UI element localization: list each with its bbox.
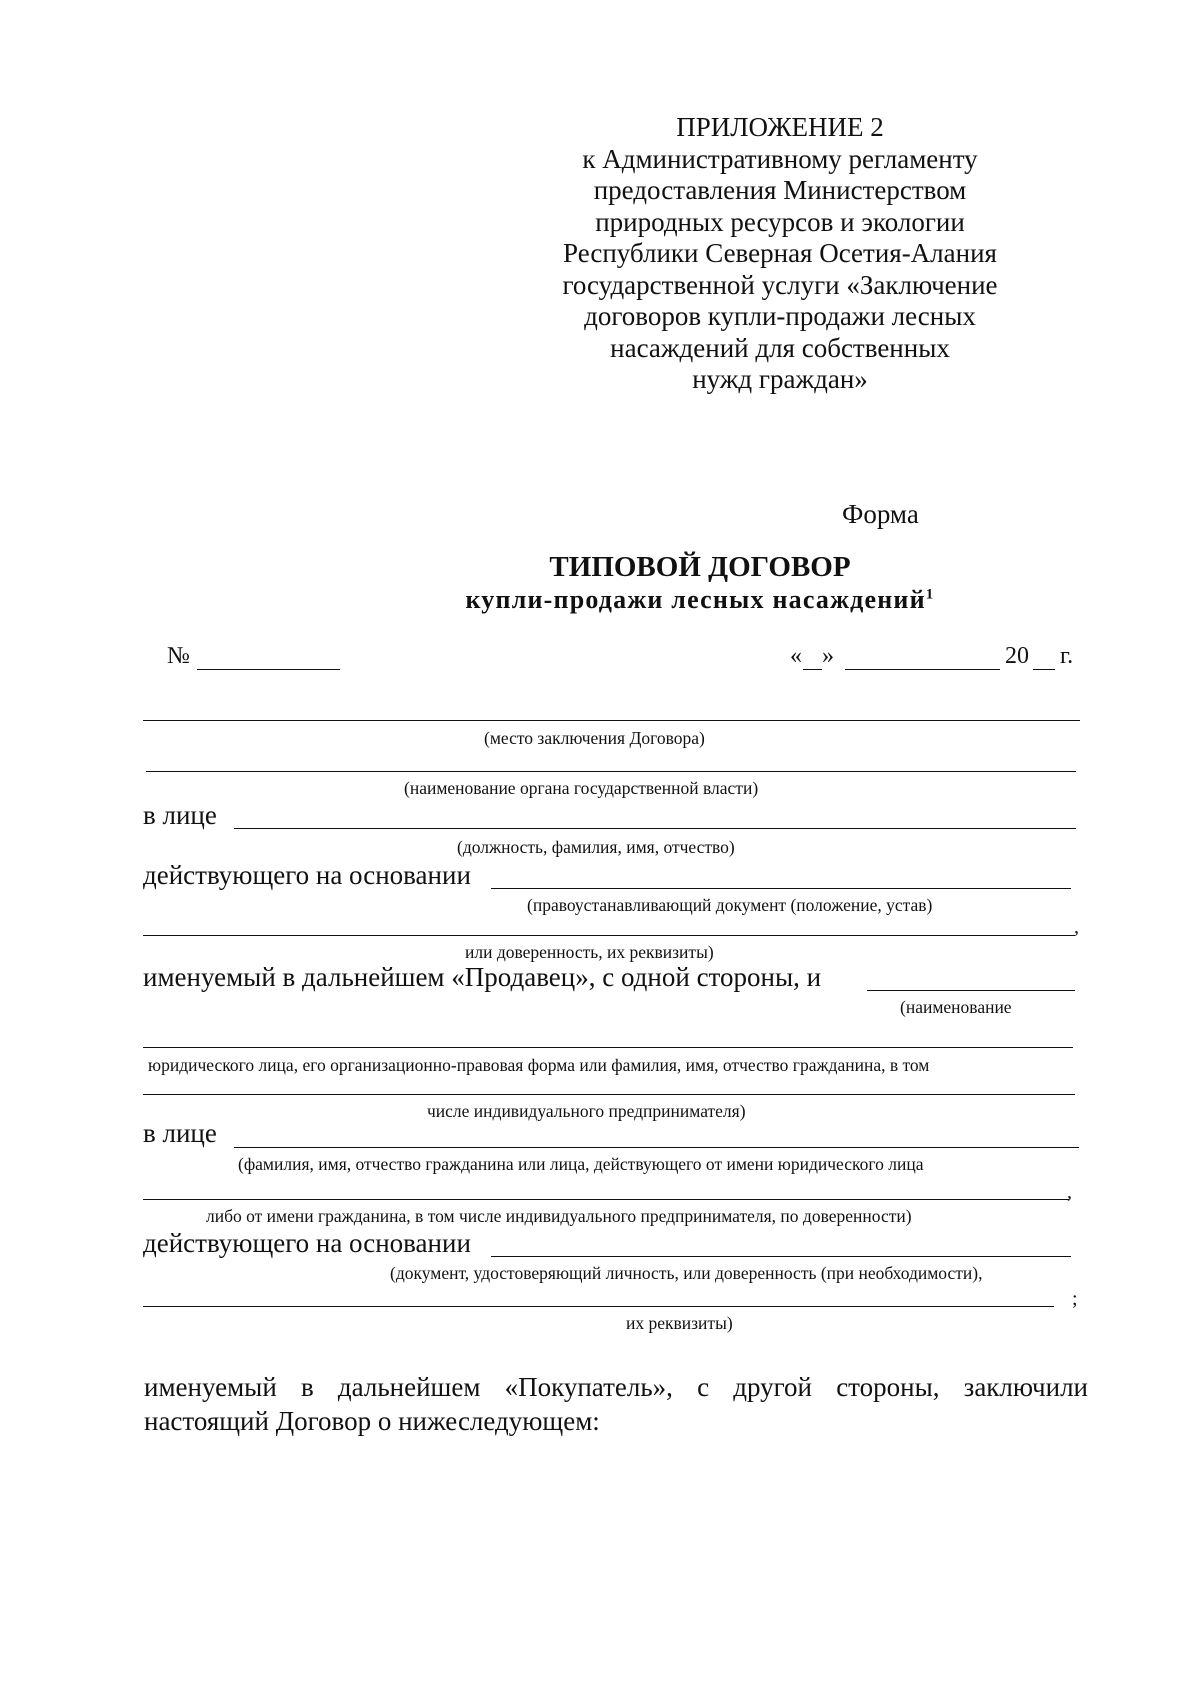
- authority-caption: (наименование органа государственной власти): [404, 778, 759, 798]
- date-month-field[interactable]: [845, 669, 1000, 670]
- appendix-line: Республики Северная Осетия-Алания: [563, 238, 997, 268]
- acting-basis-label: действующего на основании: [143, 860, 471, 890]
- name-caption: (наименование: [900, 997, 1012, 1017]
- authority-field[interactable]: [146, 771, 1076, 772]
- position-caption: (должность, фамилия, имя, отчество): [457, 837, 735, 857]
- comma-mark: ,: [1074, 916, 1079, 938]
- buyer-name-field-3[interactable]: [143, 1094, 1075, 1095]
- place-caption: (место заключения Договора): [484, 728, 705, 748]
- in-person-label-2: в лице: [143, 1118, 217, 1148]
- identity-document-caption: (документ, удостоверяющий личность, или доверенность (при необходимости),: [390, 1263, 983, 1283]
- contract-number-field[interactable]: [197, 669, 340, 670]
- seller-basis-field[interactable]: [491, 888, 1071, 889]
- comma-mark-2: ,: [1067, 1181, 1072, 1203]
- date-year-suffix: г.: [1060, 643, 1074, 669]
- entrepreneur-caption: числе индивидуального предпринимателя): [427, 1101, 746, 1121]
- subtitle-text: купли-продажи лесных насаждений: [465, 585, 926, 614]
- buyer-representative-field[interactable]: [234, 1147, 1079, 1148]
- title-document-caption: (правоустанавливающий документ (положение, устав): [527, 895, 933, 915]
- number-sign: №: [167, 643, 190, 669]
- appendix-line: нужд граждан»: [692, 364, 868, 394]
- acting-basis-label-2: действующего на основании: [143, 1228, 471, 1258]
- buyer-basis-field[interactable]: [491, 1256, 1071, 1257]
- appendix-line: природных ресурсов и экологии: [595, 206, 965, 237]
- buyer-name-field[interactable]: [867, 990, 1075, 991]
- appendix-line: государственной услуги «Заключение: [562, 269, 998, 300]
- document-title: ТИПОВОЙ ДОГОВОР: [549, 551, 851, 583]
- in-person-label: в лице: [143, 800, 217, 830]
- date-year-field[interactable]: [1033, 669, 1055, 670]
- place-field[interactable]: [143, 720, 1080, 721]
- appendix-line: ПРИЛОЖЕНИЕ 2: [676, 112, 884, 142]
- seller-representative-field[interactable]: [234, 828, 1076, 829]
- buyer-name-field-2[interactable]: [143, 1047, 1073, 1048]
- buyer-representative-field-2[interactable]: [143, 1199, 1069, 1200]
- form-label: Форма: [842, 499, 919, 529]
- seller-basis-field-2[interactable]: [143, 935, 1075, 936]
- details-caption: их реквизиты): [626, 1313, 733, 1333]
- seller-naming-text: именуемый в дальнейшем «Продавец», с одной стороны, и: [143, 962, 822, 992]
- buyer-basis-field-2[interactable]: [143, 1306, 1054, 1307]
- date-open-quote: «: [790, 643, 802, 669]
- date-day-field[interactable]: [803, 669, 822, 670]
- appendix-line: договоров купли-продажи лесных: [584, 301, 976, 331]
- date-year-prefix: 20: [1005, 643, 1029, 669]
- power-of-attorney-caption: или доверенность, их реквизиты): [465, 942, 714, 962]
- on-behalf-caption: либо от имени гражданина, в том числе индивидуального предпринимателя, по доверенности): [206, 1206, 912, 1226]
- semicolon-mark: ;: [1072, 1288, 1078, 1310]
- document-subtitle: [0, 585, 1200, 615]
- date-close-quote: »: [822, 643, 834, 669]
- appendix-line: предоставления Министерством: [593, 175, 967, 205]
- appendix-line: к Административному регламенту: [582, 143, 978, 174]
- appendix-header: [560, 112, 1000, 396]
- legal-entity-caption: юридического лица, его организационно-правовая форма или фамилия, имя, отчество гражданина, в том: [148, 1055, 930, 1075]
- final-paragraph: именуемый в дальнейшем «Покупатель», с другой стороны, заключили настоящий Договор о нижеследующем:: [144, 1372, 1088, 1436]
- appendix-line: насаждений для собственных: [610, 332, 950, 363]
- representative-caption: (фамилия, имя, отчество гражданина или лица, действующего от имени юридического лица: [238, 1154, 924, 1174]
- footnote-marker: 1: [925, 586, 935, 603]
